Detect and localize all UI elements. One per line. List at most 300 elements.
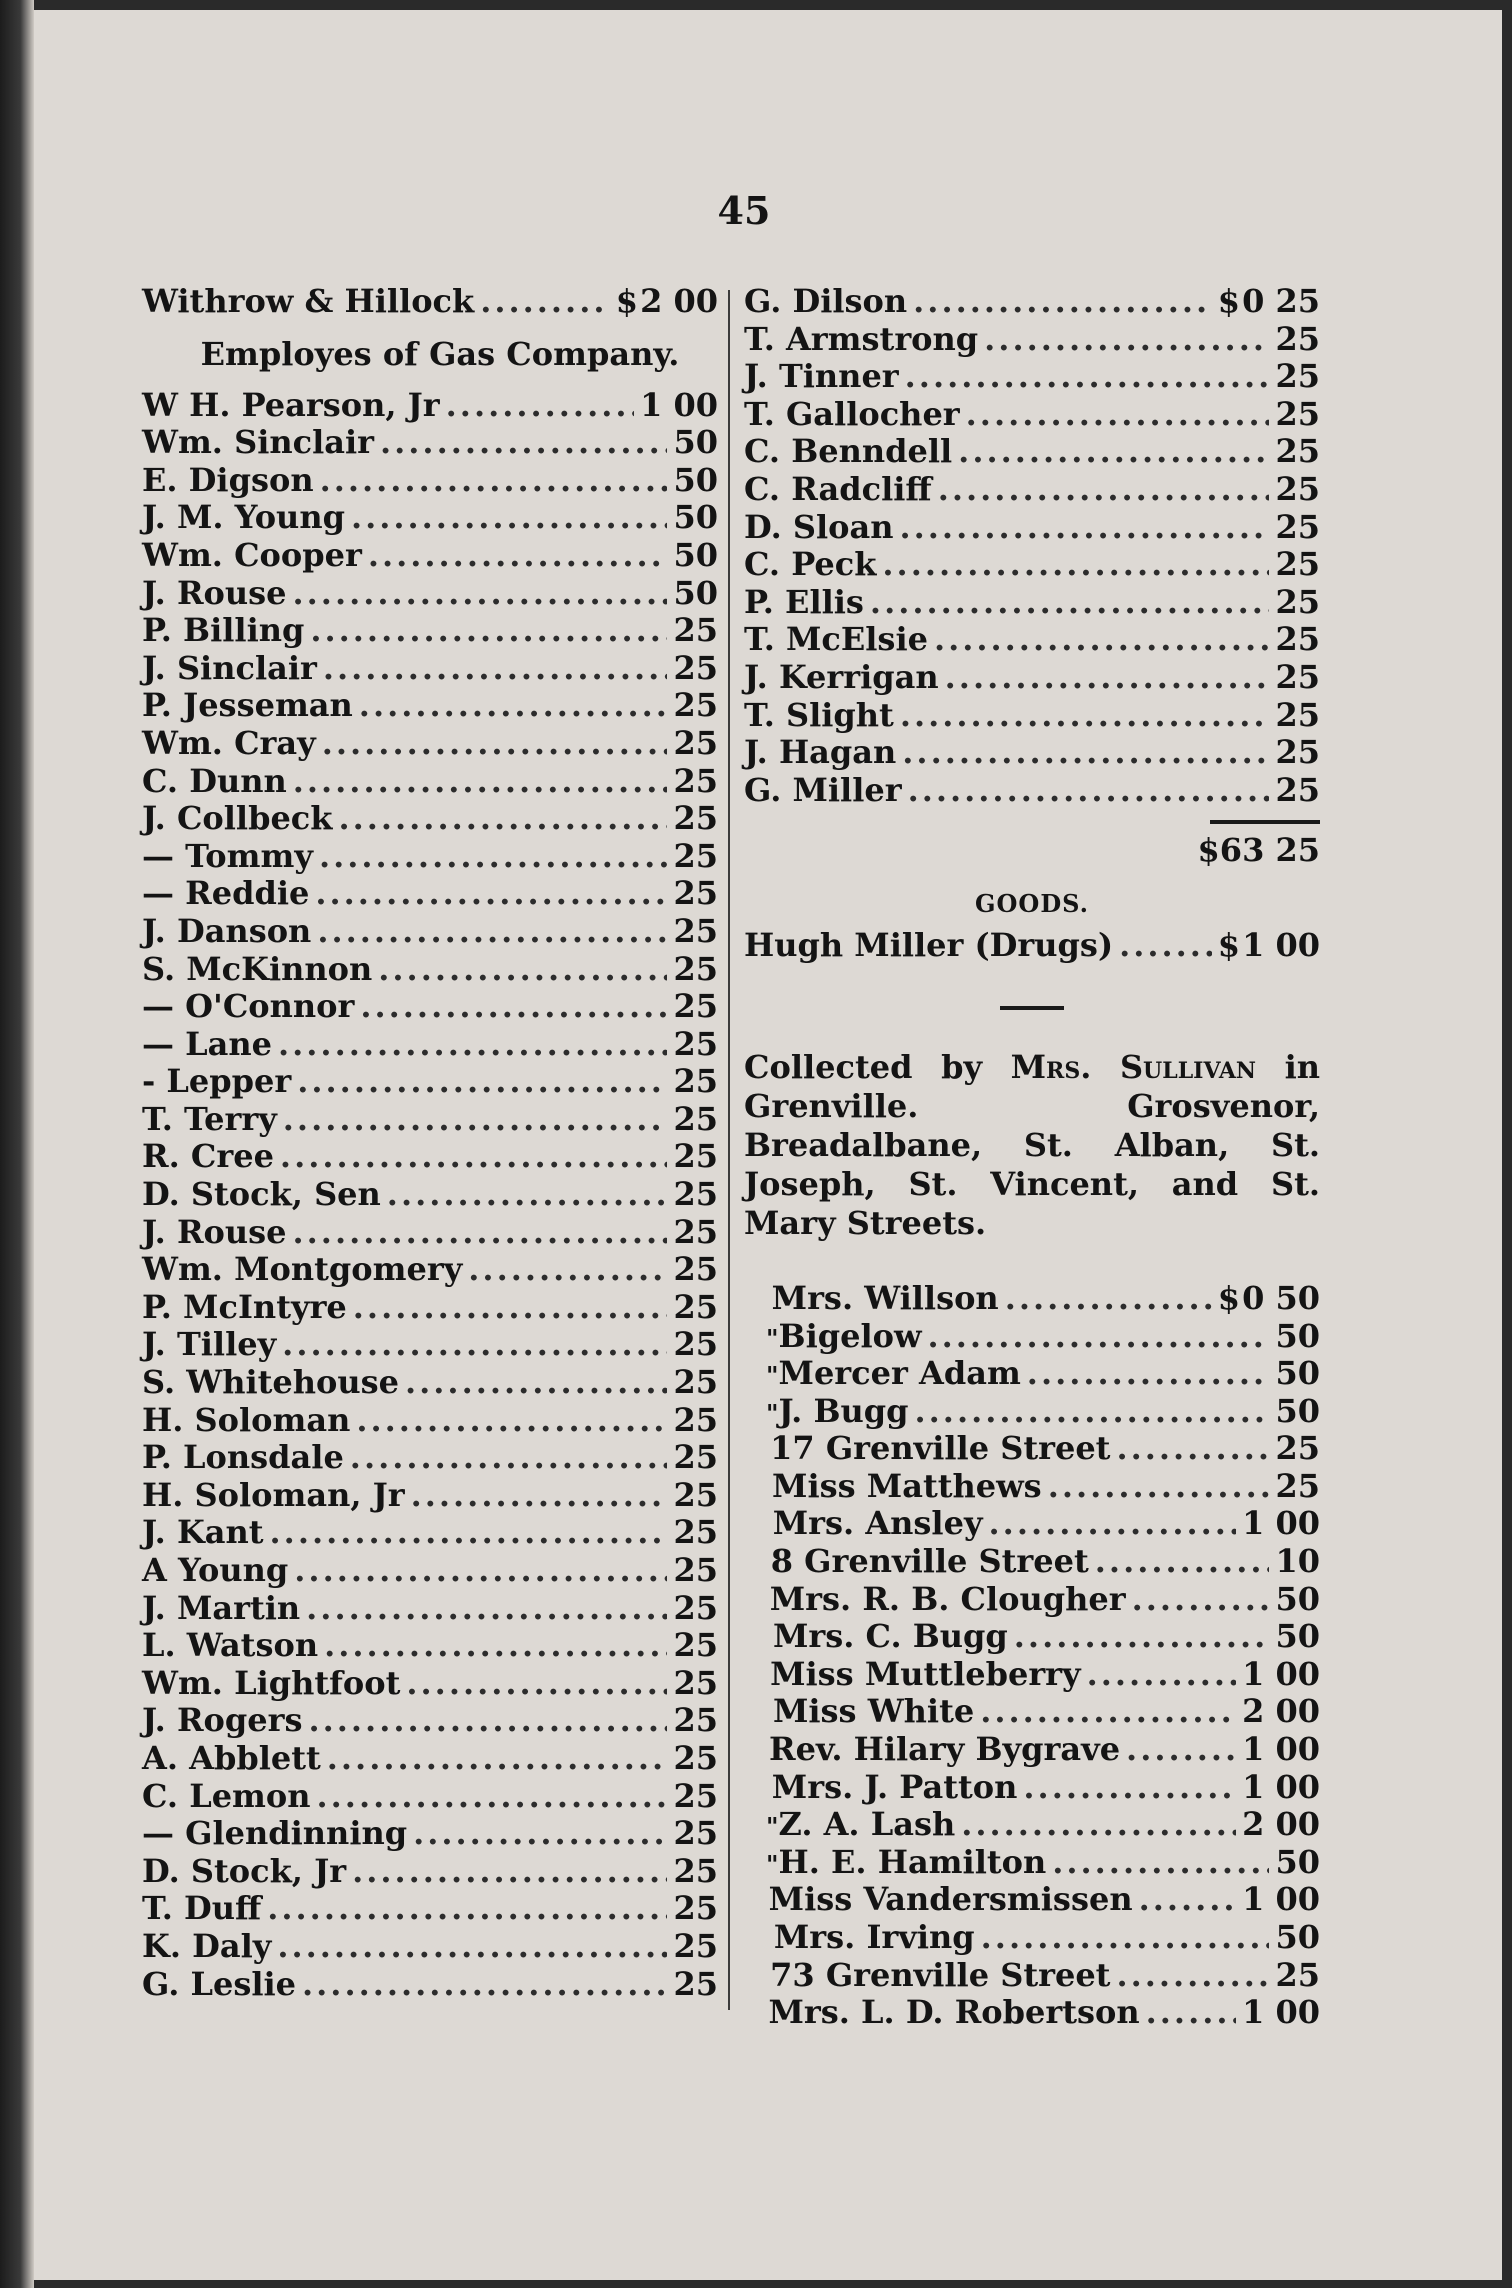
entry-name: A Young	[142, 1551, 289, 1589]
entry-amount	[673, 461, 718, 499]
entry-amount	[1275, 1317, 1320, 1355]
amount-cents: 00	[1275, 1654, 1320, 1693]
entry-amount	[673, 1739, 718, 1777]
amount-cents: 25	[673, 1814, 718, 1853]
leader-dots	[293, 574, 668, 612]
leader-dots	[411, 1476, 668, 1514]
leader-dots	[870, 583, 1270, 621]
leader-dots	[1027, 1354, 1270, 1392]
entry-name: P. McIntyre	[142, 1287, 347, 1326]
leader-dots	[468, 1250, 667, 1288]
entry-name: Bigelow	[778, 1316, 922, 1355]
entry-amount	[1242, 1993, 1320, 2031]
list-item	[142, 1889, 718, 1927]
entry-amount	[1275, 545, 1320, 583]
amount-cents: 25	[673, 1024, 718, 1063]
leader-dots	[323, 649, 668, 687]
amount-cents: 25	[1275, 432, 1320, 471]
entry-name: S. Whitehouse	[142, 1363, 399, 1402]
list-item	[744, 1617, 1320, 1655]
entry-amount	[673, 1701, 718, 1739]
amount-cents: 25	[673, 799, 718, 838]
amount-cents: 50	[673, 423, 718, 462]
entry-name: J. Danson	[142, 911, 312, 950]
amount-cents: 25	[1275, 770, 1320, 809]
list-item	[142, 1626, 718, 1664]
amount-cents: 00	[1275, 1880, 1320, 1919]
entry-amount	[1275, 1392, 1320, 1430]
list-item	[744, 1843, 1320, 1881]
section-heading: Employes of Gas Company.	[200, 334, 680, 373]
entry-name: K. Daly	[142, 1926, 272, 1965]
entry-amount	[1275, 733, 1320, 771]
list-item	[744, 583, 1320, 621]
entry-amount	[1275, 1354, 1320, 1392]
list-item	[744, 1805, 1320, 1843]
amount-cents: 50	[1275, 1316, 1320, 1355]
list-item	[744, 1655, 1320, 1693]
entry-amount	[673, 1965, 718, 2003]
leader-dots	[966, 395, 1270, 433]
list-item	[744, 1392, 1320, 1430]
leader-dots	[322, 724, 668, 762]
entry-amount	[1275, 1617, 1320, 1655]
entry-name: Miss Matthews	[772, 1466, 1042, 1505]
list-item	[744, 1504, 1320, 1542]
entry-name: C. Dunn	[142, 761, 287, 800]
entry-amount	[673, 987, 718, 1025]
amount-cents: 25	[673, 1062, 718, 1101]
list-item	[142, 1062, 718, 1100]
entry-amount	[673, 611, 718, 649]
total-currency: $	[1197, 831, 1220, 870]
entry-amount	[673, 1401, 718, 1439]
leader-dots	[278, 1025, 667, 1063]
amount-cents: 00	[1275, 1767, 1320, 1806]
amount-cents: 50	[673, 573, 718, 612]
entry-amount	[1275, 1429, 1320, 1467]
entry-amount	[673, 1589, 718, 1627]
entry-name: T. McElsie	[744, 620, 928, 659]
leader-dots	[294, 1551, 667, 1589]
amount-cents: 25	[673, 1438, 718, 1477]
total-dollars: 63	[1219, 831, 1265, 870]
amount-cents: 25	[1275, 357, 1320, 396]
amount-dollars: 0	[1242, 282, 1265, 320]
donor-list	[744, 282, 1320, 808]
leader-dots	[905, 357, 1270, 395]
entry-amount	[673, 1626, 718, 1664]
entry-amount	[1218, 926, 1320, 964]
leader-dots	[1139, 1880, 1236, 1918]
entry-name: H. E. Hamilton	[778, 1842, 1047, 1881]
entry-amount	[1242, 1730, 1320, 1768]
entry-amount	[1275, 1843, 1320, 1881]
amount-cents: 25	[673, 686, 718, 725]
entry-amount	[673, 1062, 718, 1100]
amount-cents: 25	[1275, 319, 1320, 358]
amount-cents: 25	[673, 1588, 718, 1627]
entry-amount	[673, 1513, 718, 1551]
entry-name: J. Martin	[142, 1588, 301, 1627]
entry-amount	[673, 1025, 718, 1063]
currency-sign: $	[1217, 926, 1241, 965]
amount-cents: 25	[1275, 695, 1320, 734]
amount-cents: 00	[673, 282, 718, 320]
entry-name: J. M. Young	[142, 498, 345, 537]
amount-cents: 00	[1275, 1993, 1320, 2032]
entry-amount	[1242, 1655, 1320, 1693]
leader-dots	[446, 386, 634, 424]
leader-dots	[1052, 1843, 1269, 1881]
leader-dots	[315, 874, 667, 912]
ditto-mark: "	[766, 1812, 779, 1842]
entry-amount	[673, 686, 718, 724]
amount-cents: 25	[1275, 507, 1320, 546]
leader-dots	[928, 1317, 1270, 1355]
entry-name: — Tommy	[142, 836, 313, 875]
entry-name: P. Lonsdale	[142, 1438, 344, 1477]
entry-amount	[673, 1100, 718, 1138]
entry-amount	[1275, 658, 1320, 696]
entry-name: J. Kant	[142, 1513, 264, 1552]
entry-amount	[1275, 696, 1320, 734]
list-item	[744, 1542, 1320, 1580]
amount-cents: 00	[1275, 1805, 1320, 1844]
list-item	[142, 874, 718, 912]
leader-dots	[368, 536, 668, 574]
leader-dots	[984, 320, 1269, 358]
entry-name: Mrs. C. Bugg	[772, 1617, 1008, 1656]
leader-dots	[406, 1664, 667, 1702]
entry-amount	[673, 1213, 718, 1251]
entry-amount	[1242, 1880, 1320, 1918]
entry-name: 17 Grenville Street	[770, 1429, 1111, 1468]
amount-cents: 25	[1275, 1466, 1320, 1505]
list-item	[142, 1401, 718, 1439]
amount-dollars: 1	[1242, 1767, 1265, 1806]
amount-cents: 25	[1275, 657, 1320, 696]
entry-amount	[1275, 432, 1320, 470]
entry-name: J. Hagan	[744, 733, 897, 772]
collector-name: Mrs. Sullivan	[1010, 1047, 1257, 1086]
entry-amount	[673, 912, 718, 950]
leader-dots	[413, 1814, 667, 1852]
entry-amount	[673, 874, 718, 912]
amount-cents: 25	[1275, 282, 1320, 320]
amount-dollars: 1	[640, 385, 663, 424]
list-item	[744, 1354, 1320, 1392]
list-item	[744, 395, 1320, 433]
list-item	[744, 1317, 1320, 1355]
entry-name: J. Tinner	[744, 357, 899, 396]
leader-dots	[480, 282, 610, 320]
list-item	[142, 1175, 718, 1213]
entry-name: Miss White	[772, 1692, 975, 1731]
entry-amount	[673, 1363, 718, 1401]
list-item	[744, 320, 1320, 358]
entry-amount	[1242, 1805, 1320, 1843]
goods-heading: GOODS.	[975, 889, 1089, 919]
amount-cents: 25	[673, 1325, 718, 1364]
entry-name: Mrs. Irving	[773, 1918, 975, 1956]
leader-dots	[293, 762, 668, 800]
leader-dots	[913, 282, 1212, 320]
entry-name: C. Peck	[744, 545, 877, 584]
leader-dots	[915, 1392, 1270, 1430]
list-item	[142, 1589, 718, 1627]
list-item	[744, 1768, 1320, 1806]
entry-name: P. Jesseman	[142, 686, 353, 725]
amount-cents: 25	[673, 1776, 718, 1815]
amount-cents: 25	[673, 874, 718, 913]
list-item	[142, 461, 718, 499]
amount-cents: 25	[673, 1212, 718, 1251]
list-item	[142, 686, 718, 724]
entry-name: J. Rouse	[142, 573, 287, 612]
currency-sign: $	[1217, 282, 1241, 320]
book-spine	[0, 0, 34, 2288]
amount-cents: 25	[673, 1701, 718, 1740]
entry-name: P. Ellis	[744, 582, 864, 621]
currency-sign: $	[1217, 1278, 1241, 1317]
amount-cents: 25	[673, 836, 718, 875]
list-item	[744, 545, 1320, 583]
entry-name: Miss Muttleberry	[770, 1654, 1081, 1693]
entry-name: P. Billing	[142, 611, 305, 650]
entry-name: Wm. Cooper	[142, 535, 362, 574]
list-item	[142, 762, 718, 800]
top-entry-row	[142, 282, 718, 320]
list-item	[142, 799, 718, 837]
entry-name: C. Lemon	[142, 1776, 311, 1815]
amount-cents: 25	[673, 1137, 718, 1176]
leader-dots	[353, 1288, 668, 1326]
list-item	[744, 1692, 1320, 1730]
entry-amount	[1275, 395, 1320, 433]
entry-name: T. Slight	[744, 695, 894, 734]
entry-name: Rev. Hilary Bygrave	[769, 1730, 1121, 1769]
ditto-mark: "	[766, 1361, 779, 1391]
ditto-mark: "	[766, 1849, 779, 1879]
entry-amount	[1275, 771, 1320, 809]
entry-name: Mrs. R. B. Clougher	[769, 1579, 1126, 1618]
list-item	[142, 498, 718, 536]
total-cents: 25	[1275, 831, 1320, 870]
leader-dots	[351, 498, 668, 536]
entry-amount	[1218, 282, 1320, 320]
list-item	[142, 1777, 718, 1815]
leader-dots	[989, 1504, 1237, 1542]
entry-amount	[1275, 357, 1320, 395]
amount-cents: 25	[673, 911, 718, 950]
leader-dots	[352, 1852, 667, 1890]
entry-name: Mrs. J. Patton	[771, 1767, 1018, 1806]
amount-dollars: 1	[1242, 926, 1265, 965]
amount-dollars: 0	[1242, 1278, 1265, 1317]
list-item	[142, 574, 718, 612]
leader-dots	[327, 1739, 668, 1777]
list-item	[142, 1927, 718, 1965]
list-item	[142, 1288, 718, 1326]
entry-amount	[673, 1175, 718, 1213]
list-item	[142, 1513, 718, 1551]
leader-dots	[961, 1805, 1236, 1843]
entry-amount	[673, 1814, 718, 1852]
entry-amount	[673, 799, 718, 837]
leader-dots	[324, 1626, 667, 1664]
list-item	[744, 508, 1320, 546]
ditto-mark: "	[766, 1398, 779, 1428]
entry-name: Withrow & Hillock	[142, 282, 475, 320]
entry-name: A. Abblett	[142, 1738, 321, 1777]
entry-amount	[673, 1927, 718, 1965]
leader-dots	[1048, 1467, 1270, 1505]
amount-cents: 25	[673, 1250, 718, 1289]
amount-cents: 50	[1275, 1278, 1320, 1317]
leader-dots	[356, 1401, 667, 1439]
entry-amount	[1242, 1504, 1320, 1542]
entry-amount	[673, 498, 718, 536]
amount-dollars: 1	[1242, 1993, 1265, 2032]
list-item	[744, 1429, 1320, 1467]
amount-cents: 25	[673, 611, 718, 650]
list-item	[142, 649, 718, 687]
leader-dots	[1023, 1768, 1236, 1806]
currency-sign: $	[615, 282, 639, 320]
entry-amount	[1275, 1956, 1320, 1994]
leader-dots	[900, 696, 1270, 734]
leader-dots	[1126, 1730, 1236, 1768]
amount-cents: 25	[673, 1851, 718, 1890]
list-item	[142, 423, 718, 461]
list-item	[142, 1852, 718, 1890]
amount-cents: 25	[673, 648, 718, 687]
list-item	[142, 386, 718, 424]
entry-amount	[673, 1889, 718, 1927]
list-item	[744, 1580, 1320, 1618]
amount-cents: 25	[673, 1738, 718, 1777]
entry-amount	[673, 950, 718, 988]
entry-name: J. Rogers	[142, 1701, 303, 1740]
amount-cents: 50	[673, 535, 718, 574]
leader-dots	[1146, 1993, 1236, 2031]
leader-dots	[387, 1175, 668, 1213]
entry-amount	[1275, 1580, 1320, 1618]
amount-cents: 10	[1275, 1542, 1320, 1581]
entry-name: J. Tilley	[142, 1325, 277, 1364]
collected-rest: in Grenville. Grosvenor, Breadalbane, St. Alban, St. Joseph, St. Vincent, and St. Mary Streets.	[744, 1047, 1321, 1242]
entry-name: R. Cree	[142, 1137, 274, 1176]
entry-name: J. Sinclair	[142, 648, 317, 687]
entry-name: 73 Grenville Street	[770, 1955, 1111, 1994]
entry-name: Wm. Lightfoot	[142, 1663, 401, 1702]
list-item	[142, 987, 718, 1025]
leader-dots	[310, 611, 667, 649]
entry-amount	[1275, 1918, 1320, 1956]
entry-name: Mrs. Willson	[771, 1278, 999, 1317]
entry-amount	[673, 536, 718, 574]
amount-cents: 00	[1275, 1730, 1320, 1769]
amount-cents: 25	[1275, 394, 1320, 433]
entry-amount	[1275, 583, 1320, 621]
entry-name: D. Sloan	[744, 507, 894, 546]
leader-dots	[267, 1889, 667, 1927]
entry-amount	[673, 574, 718, 612]
amount-cents: 25	[1275, 582, 1320, 621]
list-item	[142, 724, 718, 762]
entry-amount	[673, 423, 718, 461]
amount-cents: 25	[673, 987, 718, 1026]
leader-dots	[302, 1965, 667, 2003]
amount-cents: 25	[673, 1663, 718, 1702]
list-item	[142, 1551, 718, 1589]
entry-amount	[1275, 1542, 1320, 1580]
column-divider	[728, 290, 730, 2010]
entry-name: J. Rouse	[142, 1212, 287, 1251]
entry-name: D. Stock, Sen	[142, 1175, 381, 1214]
entry-amount	[673, 1438, 718, 1476]
goods-row	[744, 926, 1320, 964]
leader-dots	[283, 1100, 668, 1138]
list-item	[744, 1918, 1320, 1956]
amount-cents: 25	[673, 1287, 718, 1326]
leader-dots	[380, 423, 667, 461]
list-item	[142, 1701, 718, 1739]
entry-amount	[1275, 620, 1320, 658]
list-item	[744, 470, 1320, 508]
entry-amount	[673, 1551, 718, 1589]
amount-cents: 50	[673, 460, 718, 499]
leader-dots	[277, 1927, 667, 1965]
entry-amount	[1275, 1467, 1320, 1505]
amount-cents: 00	[1275, 926, 1320, 965]
entry-name: Mrs. L. D. Robertson	[768, 1993, 1140, 2032]
leader-dots	[908, 771, 1270, 809]
entry-name: C. Radcliff	[744, 469, 932, 508]
amount-cents: 50	[673, 498, 718, 537]
amount-cents: 50	[1275, 1391, 1320, 1430]
list-item	[142, 1739, 718, 1777]
entry-name: D. Stock, Jr	[142, 1851, 347, 1890]
entry-name: T. Armstrong	[744, 319, 979, 358]
leader-dots	[359, 686, 668, 724]
entry-name: H. Soloman, Jr	[142, 1475, 405, 1514]
entry-amount	[673, 1250, 718, 1288]
amount-cents: 25	[1275, 733, 1320, 772]
leader-dots	[317, 912, 667, 950]
list-item	[744, 1730, 1320, 1768]
entry-amount	[673, 762, 718, 800]
entry-name: - Lepper	[142, 1062, 292, 1101]
entry-amount	[673, 649, 718, 687]
entry-name: 8 Grenville Street	[770, 1542, 1089, 1581]
leader-dots	[317, 1777, 668, 1815]
entry-name: G. Dilson	[744, 282, 908, 320]
entry-amount	[673, 837, 718, 875]
list-item	[142, 536, 718, 574]
list-item	[142, 1363, 718, 1401]
list-item	[142, 1250, 718, 1288]
amount-cents: 25	[1275, 545, 1320, 584]
amount-cents: 50	[1275, 1579, 1320, 1618]
entry-amount	[673, 1288, 718, 1326]
amount-cents: 25	[673, 1926, 718, 1965]
entry-amount	[673, 1777, 718, 1815]
list-item	[744, 733, 1320, 771]
amount-cents: 00	[673, 385, 718, 424]
amount-cents: 00	[1275, 1504, 1320, 1543]
